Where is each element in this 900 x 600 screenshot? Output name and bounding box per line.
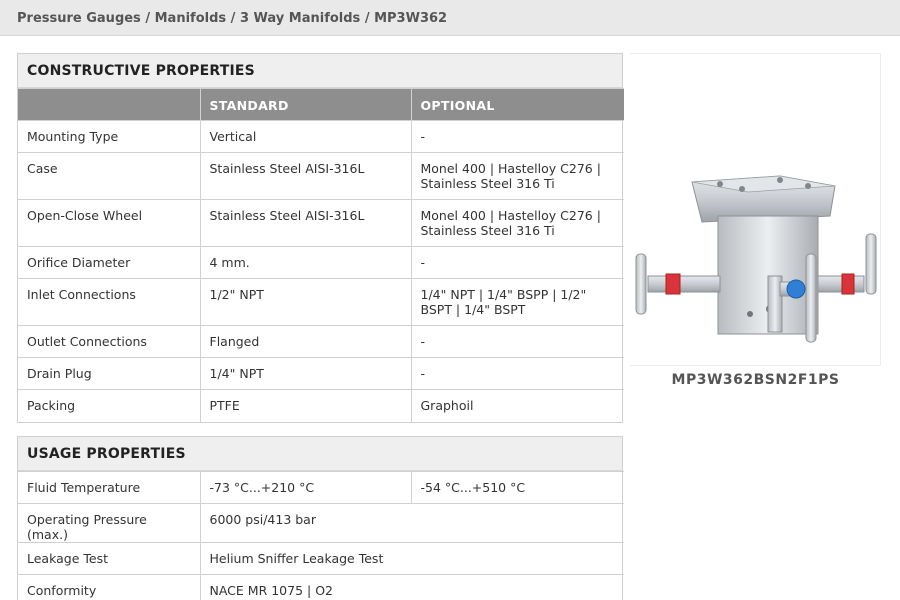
table-row [18, 326, 624, 358]
property-label: Packing [18, 390, 200, 422]
column-header-standard: STANDARD [200, 89, 411, 121]
property-label: Fluid Temperature [18, 472, 200, 504]
standard-value: Stainless Steel AISI-316L [200, 153, 411, 200]
manifold-product-image[interactable] [630, 164, 881, 364]
usage-properties-panel [17, 436, 623, 600]
standard-value: Vertical [200, 121, 411, 153]
breadcrumb-pressure-gauges[interactable]: Pressure Gauges [17, 11, 141, 26]
property-label: Drain Plug [18, 358, 200, 390]
property-label: Leakage Test [18, 543, 200, 575]
standard-value: 4 mm. [200, 247, 411, 279]
property-label: Conformity [18, 575, 200, 600]
optional-value: - [411, 358, 624, 390]
optional-value: 1/4" NPT | 1/4" BSPP | 1/2" BSPT | 1/4" BSPT [411, 279, 624, 326]
standard-value: Stainless Steel AISI-316L [200, 200, 411, 247]
breadcrumb-separator: / [364, 11, 370, 26]
property-value: 6000 psi/413 bar [200, 504, 624, 543]
breadcrumb-separator: / [230, 11, 236, 26]
standard-value: 1/4" NPT [200, 358, 411, 390]
breadcrumb-separator: / [145, 11, 151, 26]
table-row [18, 504, 624, 543]
optional-value: -54 °C...+510 °C [411, 472, 624, 504]
standard-value: 1/2" NPT [200, 279, 411, 326]
product-image-container[interactable] [630, 53, 881, 366]
optional-value: - [411, 121, 624, 153]
standard-value: Flanged [200, 326, 411, 358]
table-row [18, 121, 624, 153]
table-row [18, 200, 624, 247]
table-row [18, 279, 624, 326]
breadcrumb-current: MP3W362 [374, 11, 448, 26]
usage-properties-title: USAGE PROPERTIES [18, 437, 622, 471]
property-label: Case [18, 153, 200, 200]
property-label: Outlet Connections [18, 326, 200, 358]
constructive-properties-title: CONSTRUCTIVE PROPERTIES [18, 54, 622, 88]
property-label: Inlet Connections [18, 279, 200, 326]
table-row [18, 575, 624, 600]
optional-value: Monel 400 | Hastelloy C276 | Stainless Steel 316 Ti [411, 153, 624, 200]
table-row [18, 472, 624, 504]
table-row [18, 543, 624, 575]
column-header-property [18, 89, 200, 121]
property-label: Orifice Diameter [18, 247, 200, 279]
breadcrumb [0, 0, 900, 36]
property-label: Operating Pressure (max.) [18, 504, 200, 543]
breadcrumb-3-way-manifolds[interactable]: 3 Way Manifolds [239, 11, 361, 26]
optional-value: - [411, 326, 624, 358]
standard-value: PTFE [200, 390, 411, 422]
optional-value: - [411, 247, 624, 279]
table-row [18, 358, 624, 390]
table-row [18, 247, 624, 279]
property-label: Mounting Type [18, 121, 200, 153]
constructive-properties-table [18, 88, 624, 422]
table-row [18, 390, 624, 422]
constructive-properties-panel [17, 53, 623, 423]
usage-properties-table [18, 471, 624, 600]
optional-value: Monel 400 | Hastelloy C276 | Stainless Steel 316 Ti [411, 200, 624, 247]
property-value: Helium Sniffer Leakage Test [200, 543, 624, 575]
property-label: Open-Close Wheel [18, 200, 200, 247]
standard-value: -73 °C...+210 °C [200, 472, 411, 504]
optional-value: Graphoil [411, 390, 624, 422]
property-value: NACE MR 1075 | O2 [200, 575, 624, 600]
table-row [18, 153, 624, 200]
column-header-optional: OPTIONAL [411, 89, 624, 121]
product-code: MP3W362BSN2F1PS [671, 372, 840, 388]
breadcrumb-manifolds[interactable]: Manifolds [154, 11, 227, 26]
